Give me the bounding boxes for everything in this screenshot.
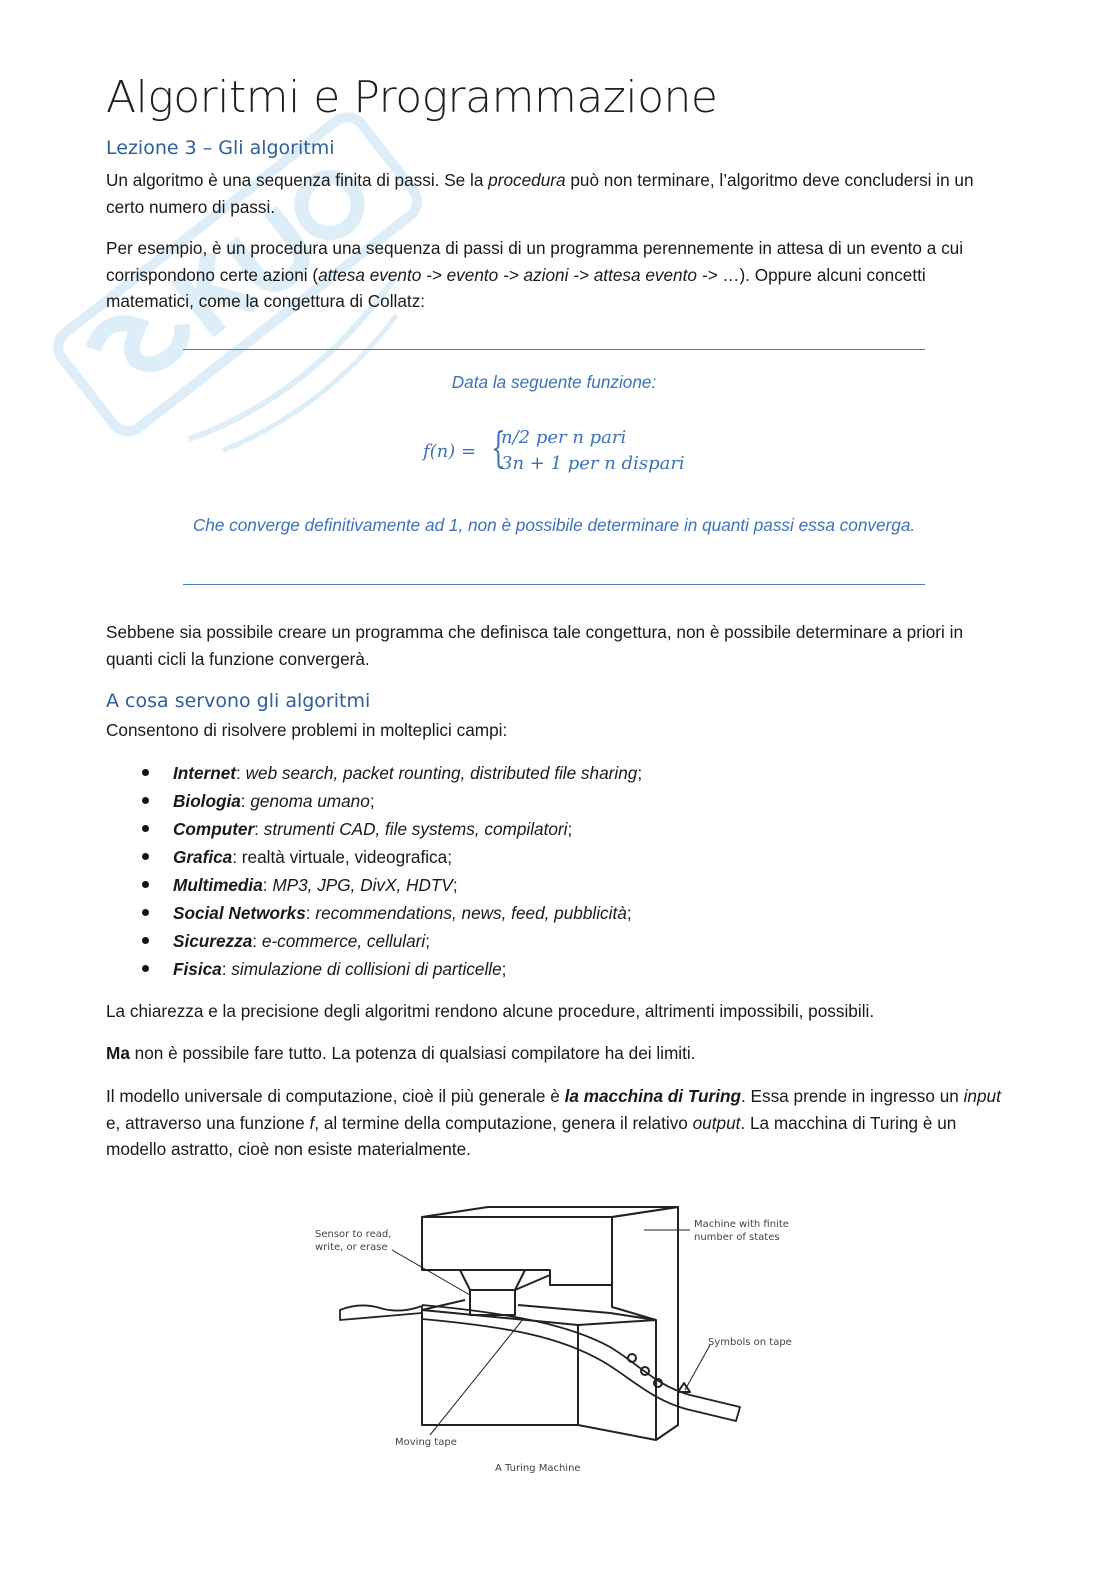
label-sensor-line1: Sensor to read, [315, 1229, 392, 1240]
bullet-icon [142, 965, 149, 972]
paragraph-definition: Un algoritmo è una sequenza finita di passi. Se la procedura può non terminare, l’algoritmo deve concludersi in un certo numero di passi. [106, 170, 974, 217]
label-moving-tape: Moving tape [395, 1437, 457, 1448]
bullet-icon [142, 769, 149, 776]
tape-symbol [628, 1354, 636, 1362]
bullet-icon [142, 797, 149, 804]
uses-list-item: Internet: web search, packet rounting, distributed file sharing; [106, 759, 642, 787]
section-heading-lezione: Lezione 3 – Gli algoritmi [106, 137, 335, 159]
uses-list-item: Fisica: simulazione di collisioni di particelle; [106, 955, 642, 983]
bullet-icon [142, 825, 149, 832]
uses-list [106, 759, 642, 983]
uses-list-item: Biologia: genoma umano; [106, 787, 642, 815]
formula-brace: { [491, 423, 506, 472]
machine-right-column [612, 1207, 678, 1440]
formula-case-even: n/2 per n pari [501, 427, 627, 448]
paragraph-uses-intro: Consentono di risolvere problemi in molteplici campi: [106, 720, 508, 740]
bullet-icon [142, 909, 149, 916]
paragraph-program: Sebbene sia possibile creare un programma che definisca tale congettura, non è possibile determinare a priori in quanti cicli la funzione convergerà. [106, 622, 963, 669]
quote-intro: Data la seguente funzione: [451, 372, 657, 392]
moving-tape-left [340, 1305, 422, 1320]
formula-case-odd: 3n + 1 per n dispari [501, 453, 685, 474]
paragraph-example: Per esempio, è un procedura una sequenza di passi di un programma perennemente in attesa di un evento a cui corrispondono certe azioni (attesa evento -> evento -> azioni -> attesa evento -> …). Oppure alcuni concetti matematici, come la congettura di Collatz: [106, 238, 964, 311]
bullet-icon [142, 937, 149, 944]
quote-top-rule [183, 349, 925, 350]
uses-list-item: Computer: strumenti CAD, file systems, compilatori; [106, 815, 642, 843]
machine-head-front [422, 1217, 612, 1285]
page-title: Algoritmi e Programmazione [106, 72, 718, 123]
bullet-icon [142, 881, 149, 888]
quote-conclusion: Che converge definitivamente ad 1, non è possibile determinare in quanti passi essa converga. [192, 515, 916, 535]
quote-bottom-rule [183, 584, 925, 585]
uses-list-item: Social Networks: recommendations, news, feed, pubblicità; [106, 899, 642, 927]
figure-caption: A Turing Machine [495, 1463, 581, 1474]
turing-machine-figure [310, 1195, 820, 1485]
uses-list-item: Sicurezza: e-commerce, cellulari; [106, 927, 642, 955]
paragraph-clarity: La chiarezza e la precisione degli algoritmi rendono alcune procedure, altrimenti impossibili, possibili. [106, 1001, 875, 1021]
paragraph-turing: Il modello universale di computazione, cioè il più generale è la macchina di Turing. Essa prende in ingresso un input e, attraverso una funzione f, al termine della computazione, genera il relativo output. La macchina di Turing è un modello astratto, cioè non esiste materialmente. [106, 1086, 1001, 1159]
sensor-funnel [460, 1270, 525, 1290]
moving-tape [422, 1305, 740, 1421]
uses-list-item: Multimedia: MP3, JPG, DivX, HDTV; [106, 871, 642, 899]
bullet-icon [142, 853, 149, 860]
label-sensor-line2: write, or erase [315, 1242, 388, 1253]
formula-lhs: f(n) = [423, 441, 477, 462]
section-heading-uses: A cosa servono gli algoritmi [106, 690, 371, 712]
label-machine-line1: Machine with finite [694, 1219, 789, 1230]
label-machine-line2: number of states [694, 1232, 780, 1243]
uses-list-item: Grafica: realtà virtuale, videografica; [106, 843, 642, 871]
paragraph-limits: Ma non è possibile fare tutto. La potenza di qualsiasi compilatore ha dei limiti. [106, 1043, 696, 1063]
machine-base-front [422, 1310, 578, 1425]
label-symbols: Symbols on tape [708, 1337, 792, 1348]
